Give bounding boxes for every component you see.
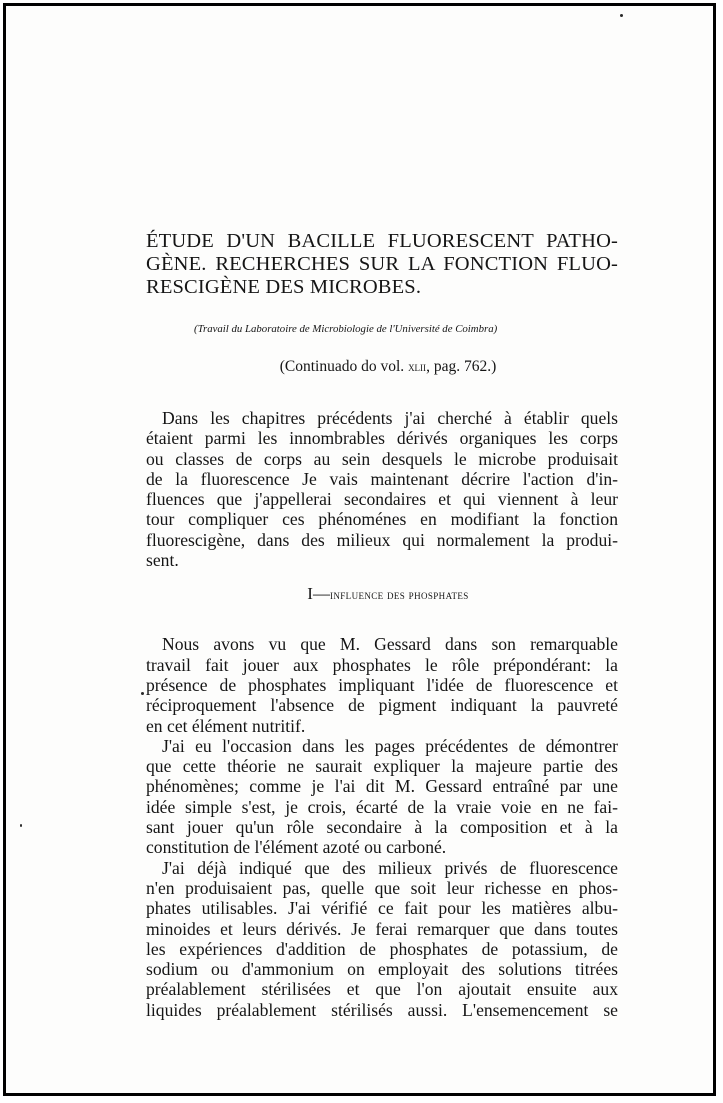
ink-speck	[20, 824, 22, 827]
paragraph	[146, 858, 618, 1020]
section-title: influence des phosphates	[329, 588, 469, 603]
text-line: travail fait jouer aux phosphates le rôle prépondérant: la	[146, 654, 618, 675]
text-line: liquides préalablement stérilisés aussi. L'ensemencement se	[146, 999, 618, 1020]
paragraph	[146, 634, 618, 735]
text-line: Nous avons vu que M. Gessard dans son remarquable	[162, 634, 618, 655]
text-line: sodium ou d'ammonium on employait des solutions titrées	[146, 959, 618, 980]
text-line: sant jouer qu'un rôle secondaire à la composition et à la	[146, 817, 618, 838]
text-line: en cet élément nutritif.	[146, 715, 306, 736]
article-title	[146, 230, 618, 299]
text-line: fluorescigène, dans des milieux qui normalement la produi-	[146, 529, 618, 550]
paragraph	[146, 736, 618, 858]
text-line: sent.	[146, 550, 179, 571]
body-text	[146, 408, 618, 1020]
text-line: réciproquement l'absence de pigment indiquant la pauvreté	[146, 695, 618, 716]
title-line: GÈNE. RECHERCHES SUR LA FONCTION FLUO-	[146, 253, 618, 275]
volume-number: xlii	[408, 359, 427, 374]
text-line: ou classes de corps au sein desquels le microbe produisait	[146, 448, 618, 469]
text-line: idée simple s'est, je crois, écarté de la vraie voie en ne fai-	[146, 796, 618, 817]
text-line: J'ai eu l'occasion dans les pages précédentes de démontrer	[162, 735, 618, 756]
text-line: minoides et leurs dérivés. Je ferai remarquer que dans toutes	[146, 918, 618, 939]
text-line: constitution de l'élément azoté ou carboné.	[146, 837, 447, 858]
text-line: fluences que j'appellerai secondaires et qui viennent à leur	[146, 489, 618, 510]
text-line: les expériences d'addition de phosphates de potassium, de	[146, 938, 618, 959]
section-dash: —	[312, 584, 330, 604]
continuation-note	[146, 358, 618, 376]
title-line: ÉTUDE D'UN BACILLE FLUORESCENT PATHO-	[146, 230, 618, 252]
ink-speck	[141, 692, 144, 695]
text-line: n'en produisaient pas, quelle que soit leur richesse en phos-	[146, 877, 618, 898]
text-line: étaient parmi les innombrables dérivés organiques les corps	[146, 428, 618, 449]
section-heading	[146, 584, 618, 605]
text-line: phénomènes; comme je l'ai dit M. Gessard entraîné par une	[146, 776, 618, 797]
article	[146, 230, 618, 1020]
text-line: de la fluorescence Je vais maintenant décrire l'action d'in-	[146, 468, 618, 489]
text-line: J'ai déjà indiqué que des milieux privés de fluorescence	[162, 857, 618, 878]
text-line: que cette théorie ne saurait expliquer la majeure partie des	[146, 756, 618, 777]
text-line: présence de phosphates impliquant l'idée de fluorescence et	[146, 674, 618, 695]
text-line: tour compliquer ces phénoménes en modifiant la fonction	[146, 509, 618, 530]
text-line: Dans les chapitres précédents j'ai cherché à établir quels	[162, 408, 618, 428]
continued-prefix: (Continuado do vol.	[279, 358, 405, 375]
text-line: préalablement stérilisées et que l'on ajoutait ensuite aux	[146, 979, 618, 1000]
title-line: RESCIGÈNE DES MICROBES.	[146, 276, 422, 298]
section-numeral: I	[307, 584, 313, 604]
affiliation-note: (Travail du Laboratoire de Microbiologie de l'Université de Coimbra)	[194, 323, 498, 335]
paragraph	[146, 408, 618, 570]
text-line: phates utilisables. J'ai vérifié ce fait pour les matières albu-	[146, 898, 618, 919]
ink-speck	[620, 14, 623, 17]
continued-suffix: , pag. 762.)	[426, 358, 497, 375]
